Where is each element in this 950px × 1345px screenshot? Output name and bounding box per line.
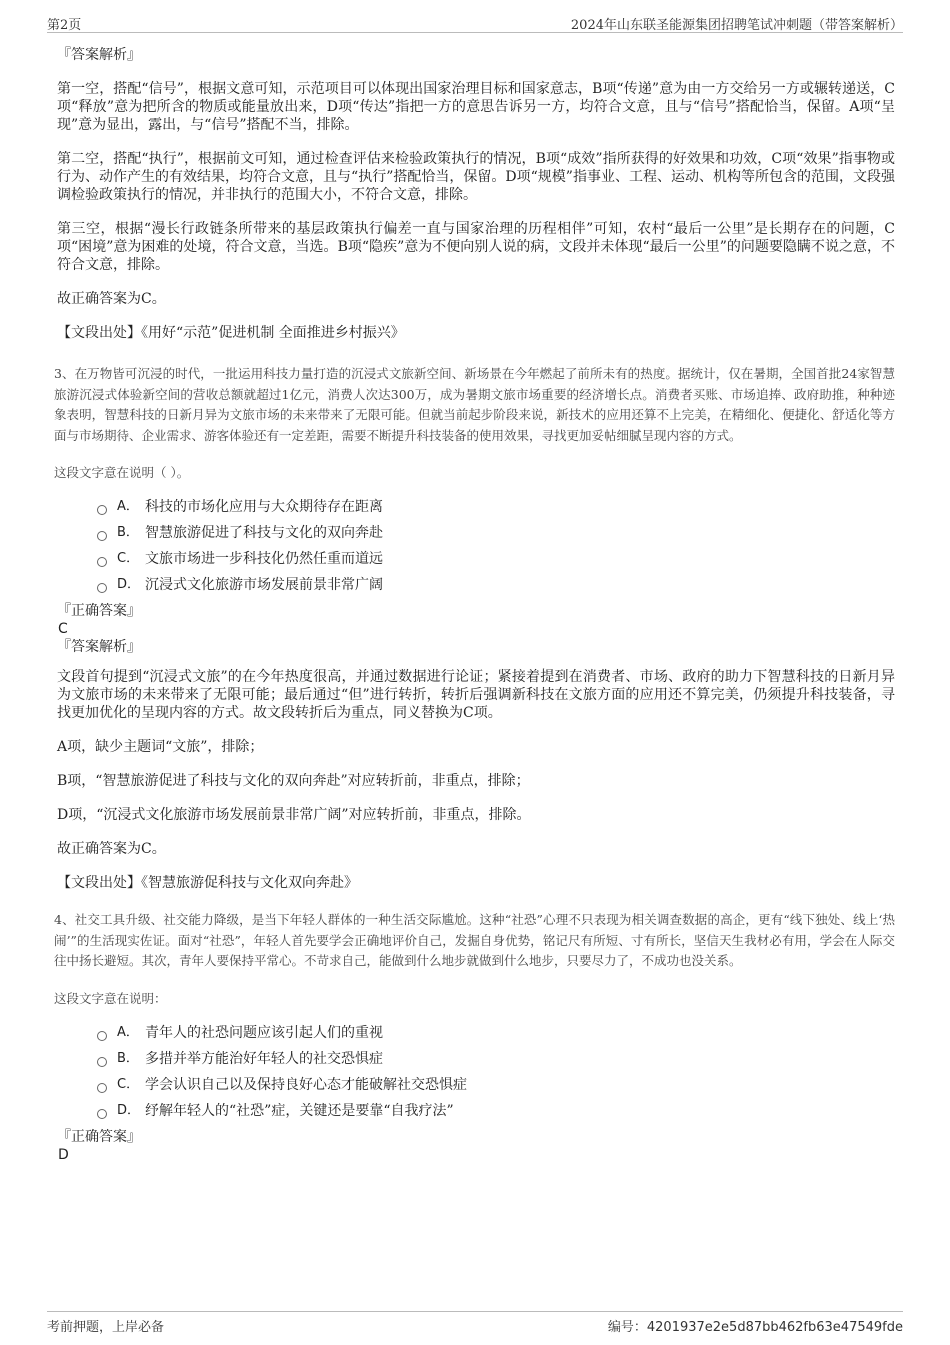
radio-icon[interactable]	[97, 531, 107, 541]
footer-code-value: 4201937e2e5d87bb462fb63e47549fde	[646, 1320, 903, 1335]
q3-prompt: 这段文字意在说明（ ）。	[54, 465, 190, 480]
q4-options	[57, 1024, 895, 1120]
page-header	[47, 12, 903, 33]
q3-option-d[interactable]: D． 沉浸式文化旅游市场发展前景非常广阔	[97, 576, 895, 594]
radio-icon[interactable]	[97, 1057, 107, 1067]
q2-conclusion: 故正确答案为C。	[57, 291, 166, 307]
q4-correct-answer: D	[58, 1146, 69, 1163]
footer-code-label: 编号：	[607, 1320, 647, 1335]
q2-analysis-label: 『答案解析』	[57, 47, 141, 63]
q3-conclusion: 故正确答案为C。	[57, 841, 166, 857]
q3-analysis-para-2: A项，缺少主题词“文旅”，排除；	[57, 739, 264, 755]
q3-analysis-para-3: B项，“智慧旅游促进了科技与文化的双向奔赴”对应转折前，非重点，排除；	[57, 773, 530, 789]
q3-option-c[interactable]: C． 文旅市场进一步科技化仍然任重而道远	[97, 550, 895, 568]
q3-analysis-para-1: 文段首句提到“沉浸式文旅”的在今年热度很高，并通过数据进行论证；紧接着提到在消费者、市场、政府的助力下智慧科技的日新月异为文旅市场的未来带来了无限可能；最后通过“但”进行转折，转折后强调新科技在文旅方面的应用还不算完美，仍须提升科技装备，寻找更加优化的呈现内容的方式。故文段转折后为重点，同义替换为C项。	[57, 669, 895, 721]
q2-analysis-para-2: 第二空，搭配“执行”，根据前文可知，通过检查评估来检验政策执行的情况，B项“成效”指所获得的好效果和功效，C项“效果”指事物或行为、动作产生的有效结果，均符合文意，且与“执行”搭配恰当，保留。D项“规模”指事业、工程、运动、机构等所包含的范围，文段强调检验政策执行的情况，并非执行的范围大小，不符合文意，排除。	[57, 151, 895, 203]
radio-icon[interactable]	[97, 557, 107, 567]
q4-option-d[interactable]: D． 纾解年轻人的“社恐”症，关键还是要靠“自我疗法”	[97, 1102, 895, 1120]
q3-source: 【文段出处】《智慧旅游促科技与文化双向奔赴》	[57, 875, 358, 891]
document-title: 2024年山东联圣能源集团招聘笔试冲刺题（带答案解析）	[570, 18, 903, 33]
radio-icon[interactable]	[97, 505, 107, 515]
footer-slogan: 考前押题，上岸必备	[47, 1320, 165, 1335]
q3-correct-label: 『正确答案』	[57, 603, 141, 619]
radio-icon[interactable]	[97, 583, 107, 593]
footer-code	[608, 1316, 903, 1335]
radio-icon[interactable]	[97, 1031, 107, 1041]
document-body	[54, 46, 895, 1164]
page-number: 第2页	[47, 18, 82, 33]
q3-option-a[interactable]: A． 科技的市场化应用与大众期待存在距离	[97, 498, 895, 516]
q4-question: 4、社交工具升级、社交能力降级，是当下年轻人群体的一种生活交际尴尬。这种“社恐”心理不只表现为相关调查数据的高企，更有“线下独处、线上‘热闹’”的生活现实佐证。面对“社恐”，年轻人首先要学会正确地评价自己，发掘自身优势，铭记尺有所短、寸有所长，坚信天生我材必有用，学会在人际交往中扬长避短。其次，青年人要保持平常心。不苛求自己，能做到什么地步就做到什么地步，只要尽力了，不成功也没关系。	[54, 912, 895, 968]
page-footer	[47, 1311, 903, 1334]
q3-correct-answer: C	[58, 621, 68, 637]
q4-prompt: 这段文字意在说明：	[54, 990, 167, 1006]
q3-analysis-para-4: D项，“沉浸式文化旅游市场发展前景非常广阔”对应转折前，非重点，排除。	[57, 807, 531, 823]
q4-option-c[interactable]: C． 学会认识自己以及保持良好心态才能破解社交恐惧症	[97, 1076, 895, 1094]
q3-analysis-label: 『答案解析』	[57, 639, 141, 655]
radio-icon[interactable]	[97, 1109, 107, 1119]
q3-options	[57, 498, 895, 594]
q3-question: 3、在万物皆可沉浸的时代，一批运用科技力量打造的沉浸式文旅新空间、新场景在今年燃起了前所未有的热度。据统计，仅在暑期，全国首批24家智慧旅游沉浸式体验新空间的营收总额就超过1亿元，消费人次达300万，成为暑期文旅市场重要的经济增长点。消费者买账、市场追捧、政府助推，种种迹象表明，智慧科技的日新月异为文旅市场的未来带来了无限可能。但就当前起步阶段来说，新技术的应用还算不上完美，在精细化、便捷化、舒适化等方面与市场期待、企业需求、游客体验还有一定差距，需要不断提升科技装备的使用效果，寻找更加妥帖细腻呈现内容的方式。	[54, 366, 895, 443]
q4-option-a[interactable]: A． 青年人的社恐问题应该引起人们的重视	[97, 1024, 895, 1042]
q2-analysis-para-3: 第三空，根据“漫长行政链条所带来的基层政策执行偏差一直与国家治理的历程相伴”可知，农村“最后一公里”是长期存在的问题，C项“困境”意为困难的处境，符合文意，当选。B项“隐疾”意为不便向别人说的病，文段并未体现“最后一公里”的问题要隐瞒不说之意，不符合文意，排除。	[57, 221, 895, 273]
q4-option-b[interactable]: B． 多措并举方能治好年轻人的社交恐惧症	[97, 1050, 895, 1068]
radio-icon[interactable]	[97, 1083, 107, 1093]
q3-option-b[interactable]: B． 智慧旅游促进了科技与文化的双向奔赴	[97, 524, 895, 542]
q4-correct-label: 『正确答案』	[57, 1128, 141, 1145]
q2-analysis-para-1: 第一空，搭配“信号”，根据文意可知，示范项目可以体现出国家治理目标和国家意志，B项“传递”意为由一方交给另一方或辗转递送，C项“释放”意为把所含的物质或能量放出来，D项“传达”指把一方的意思告诉另一方，均符合文意，且与“信号”搭配恰当，保留。A项“呈现”意为显出，露出，与“信号”搭配不当，排除。	[57, 81, 895, 133]
q2-source: 【文段出处】《用好“示范”促进机制 全面推进乡村振兴》	[57, 325, 405, 341]
